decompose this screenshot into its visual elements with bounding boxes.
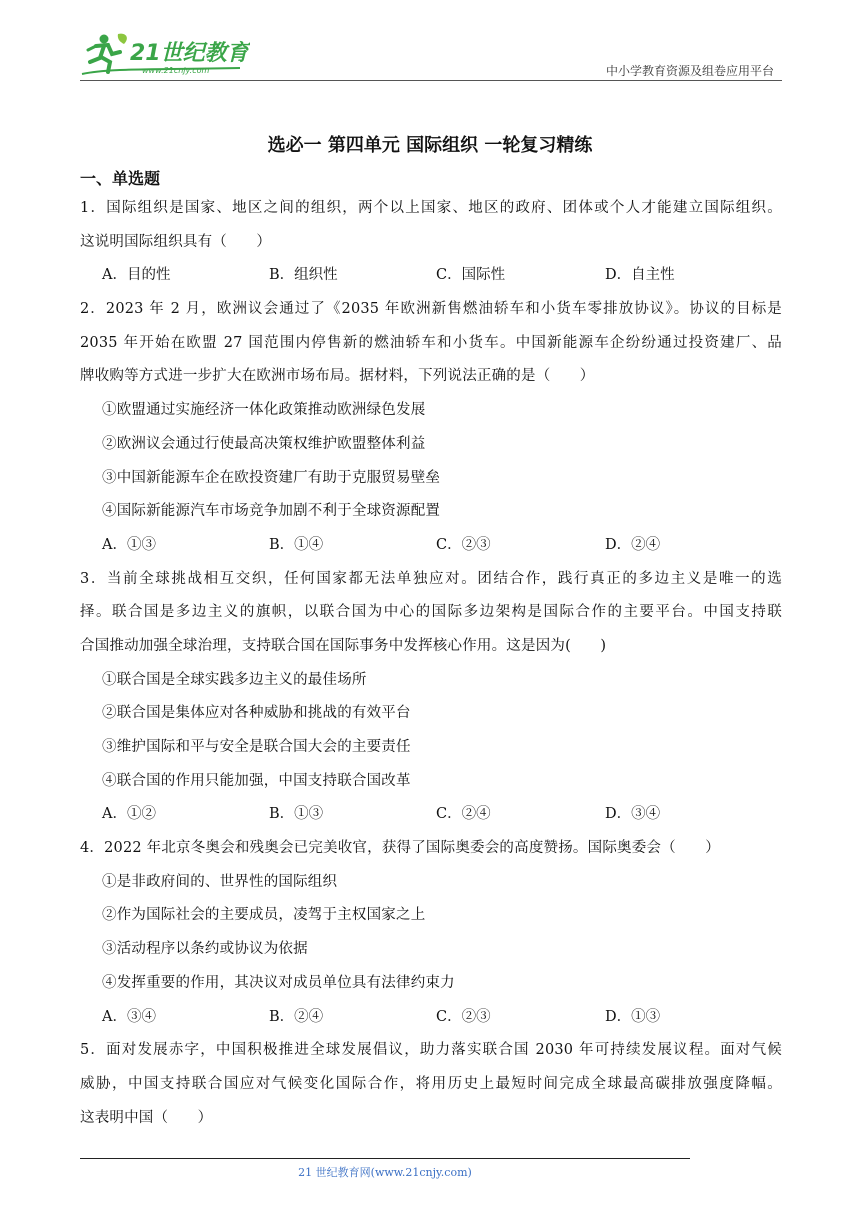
question-text-line: 这表明中国（ ） xyxy=(80,1109,213,1126)
svg-text:21世纪教育: 21世纪教育 xyxy=(130,41,249,66)
answer-options xyxy=(80,798,782,832)
answer-option[interactable]: A．目的性 xyxy=(102,267,171,284)
statement-item: ③维护国际和平与安全是联合国大会的主要责任 xyxy=(102,739,411,755)
answer-option[interactable]: D．③④ xyxy=(605,806,661,823)
question-5 xyxy=(80,1034,782,1135)
answer-option[interactable]: A．①③ xyxy=(102,536,156,553)
question-text-line: 牌收购等方式进一步扩大在欧洲市场布局。据材料，下列说法正确的是（ ） xyxy=(80,368,595,385)
question-text-line: 1．国际组织是国家、地区之间的组织，两个以上国家、地区的政府、团体或个人才能建立国际组织。 xyxy=(80,200,782,216)
statement-item: ②联合国是集体应对各种威胁和挑战的有效平台 xyxy=(102,705,411,722)
question-text-line: 4．2022 年北京冬奥会和残奥会已完美收官，获得了国际奥委会的高度赞扬。国际奥委会（ ） xyxy=(80,840,720,857)
statement-item: ②欧洲议会通过行使最高决策权维护欧盟整体利益 xyxy=(102,435,426,452)
question-text-line: 择。联合国是多边主义的旗帜，以联合国为中心的国际多边架构是国际合作的主要平台。中国支持联 xyxy=(80,604,782,621)
question-text-line: 5．面对发展赤字，中国积极推进全球发展倡议，助力落实联合国 2030 年可持续发展议程。面对气候 xyxy=(80,1042,782,1059)
platform-name: 中小学教育资源及组卷应用平台 xyxy=(605,64,774,78)
svg-text:www.21cnjy.com: www.21cnjy.com xyxy=(142,66,210,75)
statement-item: ①欧盟通过实施经济一体化政策推动欧洲绿色发展 xyxy=(102,402,426,419)
site-logo[interactable] xyxy=(80,30,250,78)
answer-option[interactable]: B．②④ xyxy=(269,1008,324,1025)
question-2 xyxy=(80,293,782,563)
section-heading: 一、单选题 xyxy=(80,169,161,188)
question-text-line: 2．2023 年 2 月，欧洲议会通过了《2035 年欧洲新售燃油轿车和小货车零排放协议》。协议的目标是 xyxy=(80,301,782,318)
page-title: 选必一 第四单元 国际组织 一轮复习精练 xyxy=(267,135,593,156)
answer-option[interactable]: B．组织性 xyxy=(269,267,338,284)
answer-option[interactable]: A．①② xyxy=(102,806,156,823)
footer-link[interactable]: 21 世纪教育网(www.21cnjy.com) xyxy=(298,1166,472,1179)
answer-option[interactable]: C．②③ xyxy=(436,536,491,553)
answer-option[interactable]: D．①③ xyxy=(605,1008,661,1025)
answer-option[interactable]: B．①③ xyxy=(269,806,324,823)
answer-option[interactable]: C．②④ xyxy=(436,806,491,823)
answer-option[interactable]: B．①④ xyxy=(269,536,324,553)
answer-options xyxy=(80,529,782,563)
answer-option[interactable]: C．国际性 xyxy=(436,267,506,284)
answer-options xyxy=(80,1001,782,1035)
statement-item: ①是非政府间的、世界性的国际组织 xyxy=(102,873,338,890)
statement-item: ④发挥重要的作用，其决议对成员单位具有法律约束力 xyxy=(102,974,455,991)
answer-option[interactable]: D．自主性 xyxy=(605,267,675,284)
question-4 xyxy=(80,832,782,1034)
question-text-line: 威胁，中国支持联合国应对气候变化国际合作，将用历史上最短时间完成全球最高碳排放强度降幅。 xyxy=(80,1075,782,1092)
page-header xyxy=(80,30,780,80)
runner-logo-icon xyxy=(80,30,250,78)
footer-divider xyxy=(80,1158,690,1159)
question-list xyxy=(80,192,782,1135)
answer-options xyxy=(80,259,782,293)
statement-item: ④联合国的作用只能加强，中国支持联合国改革 xyxy=(102,772,411,789)
question-text-line: 合国推动加强全球治理，支持联合国在国际事务中发挥核心作用。这是因为( ) xyxy=(80,637,607,654)
question-text-line: 3．当前全球挑战相互交织，任何国家都无法单独应对。团结合作，践行真正的多边主义是唯一的选 xyxy=(80,570,782,587)
statement-item: ③中国新能源车企在欧投资建厂有助于克服贸易壁垒 xyxy=(102,469,441,486)
question-3 xyxy=(80,563,782,833)
statement-item: ④国际新能源汽车市场竞争加剧不利于全球资源配置 xyxy=(102,503,441,520)
answer-option[interactable]: A．③④ xyxy=(102,1008,156,1025)
question-1 xyxy=(80,192,782,293)
header-divider xyxy=(80,80,782,81)
answer-option[interactable]: D．②④ xyxy=(605,536,661,553)
question-text-line: 这说明国际组织具有（ ） xyxy=(80,233,272,250)
statement-item: ③活动程序以条约或协议为依据 xyxy=(102,941,308,958)
question-text-line: 2035 年开始在欧盟 27 国范围内停售新的燃油轿车和小货车。中国新能源车企纷纷通过投资建厂、品 xyxy=(80,334,782,351)
answer-option[interactable]: C．②③ xyxy=(436,1008,491,1025)
statement-item: ②作为国际社会的主要成员，凌驾于主权国家之上 xyxy=(102,907,426,924)
statement-item: ①联合国是全球实践多边主义的最佳场所 xyxy=(102,671,367,688)
